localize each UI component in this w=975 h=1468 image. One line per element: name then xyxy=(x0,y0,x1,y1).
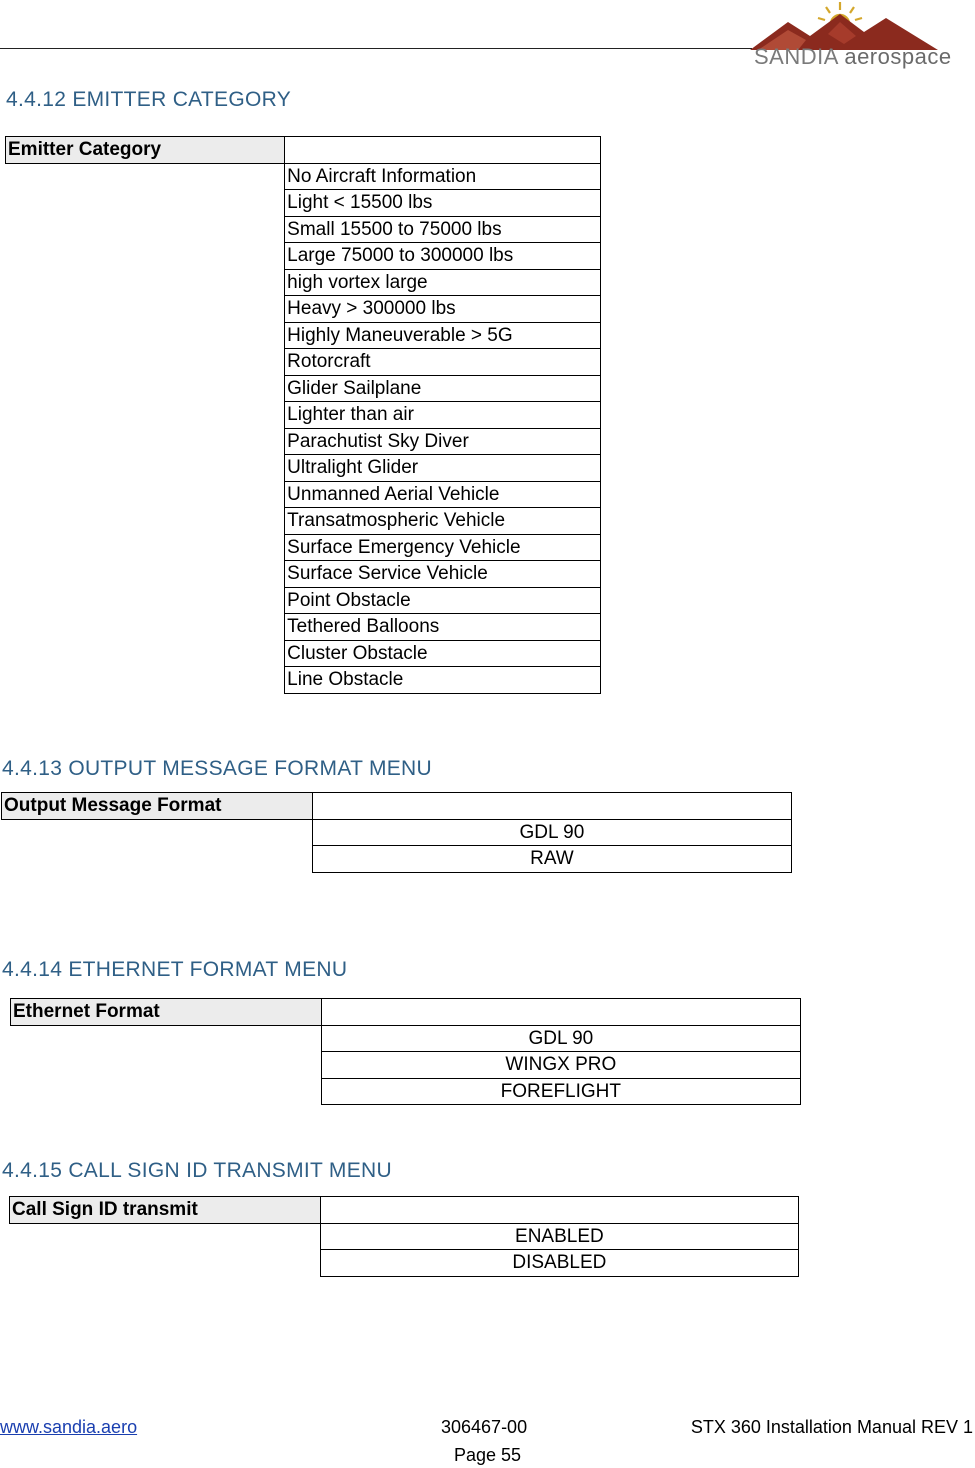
logo-wordmark: SANDIA aerospace xyxy=(754,44,952,69)
section-heading-emitter-category: 4.4.12 EMITTER CATEGORY xyxy=(6,88,292,111)
table-header: Call Sign ID transmit xyxy=(10,1197,321,1224)
section-heading-call-sign-id-transmit: 4.4.15 CALL SIGN ID TRANSMIT MENU xyxy=(2,1159,392,1182)
table-cell: Small 15500 to 75000 lbs xyxy=(285,216,601,243)
table-cell: Point Obstacle xyxy=(285,587,601,614)
manual-title: STX 360 Installation Manual REV 1 xyxy=(690,1417,973,1437)
ethernet-format-table xyxy=(10,998,801,1105)
table-cell: WINGX PRO xyxy=(321,1052,800,1079)
table-cell: Rotorcraft xyxy=(285,349,601,376)
table-cell: Glider Sailplane xyxy=(285,375,601,402)
website-link[interactable]: www.sandia.aero xyxy=(0,1417,138,1437)
table-cell: Surface Emergency Vehicle xyxy=(285,534,601,561)
table-cell: Highly Maneuverable > 5G xyxy=(285,322,601,349)
table-cell: Parachutist Sky Diver xyxy=(285,428,601,455)
header-rule xyxy=(0,48,752,49)
output-message-format-table xyxy=(1,792,792,873)
table-cell: Ultralight Glider xyxy=(285,455,601,482)
table-header: Emitter Category xyxy=(6,137,285,164)
table-cell: Light < 15500 lbs xyxy=(285,190,601,217)
table-cell: RAW xyxy=(312,846,791,873)
section-heading-output-message-format: 4.4.13 OUTPUT MESSAGE FORMAT MENU xyxy=(2,757,432,780)
table-cell: Unmanned Aerial Vehicle xyxy=(285,481,601,508)
table-cell: Line Obstacle xyxy=(285,667,601,694)
table-cell: Tethered Balloons xyxy=(285,614,601,641)
table-cell: Cluster Obstacle xyxy=(285,640,601,667)
table-cell: No Aircraft Information xyxy=(285,163,601,190)
table-cell: ENABLED xyxy=(320,1223,798,1250)
table-cell: high vortex large xyxy=(285,269,601,296)
table-cell: FOREFLIGHT xyxy=(321,1078,800,1105)
call-sign-id-transmit-table xyxy=(9,1196,799,1277)
table-cell: Surface Service Vehicle xyxy=(285,561,601,588)
table-cell: Transatmospheric Vehicle xyxy=(285,508,601,535)
emitter-category-table xyxy=(5,136,601,694)
table-cell: Heavy > 300000 lbs xyxy=(285,296,601,323)
table-cell: DISABLED xyxy=(320,1250,798,1277)
table-cell: GDL 90 xyxy=(312,819,791,846)
table-header: Ethernet Format xyxy=(11,999,322,1026)
table-header: Output Message Format xyxy=(2,793,313,820)
table-cell: GDL 90 xyxy=(321,1025,800,1052)
table-cell: Large 75000 to 300000 lbs xyxy=(285,243,601,270)
table-cell: Lighter than air xyxy=(285,402,601,429)
page-number: Page 55 xyxy=(454,1445,522,1465)
document-number: 306467-00 xyxy=(441,1417,528,1437)
section-heading-ethernet-format: 4.4.14 ETHERNET FORMAT MENU xyxy=(2,958,348,981)
